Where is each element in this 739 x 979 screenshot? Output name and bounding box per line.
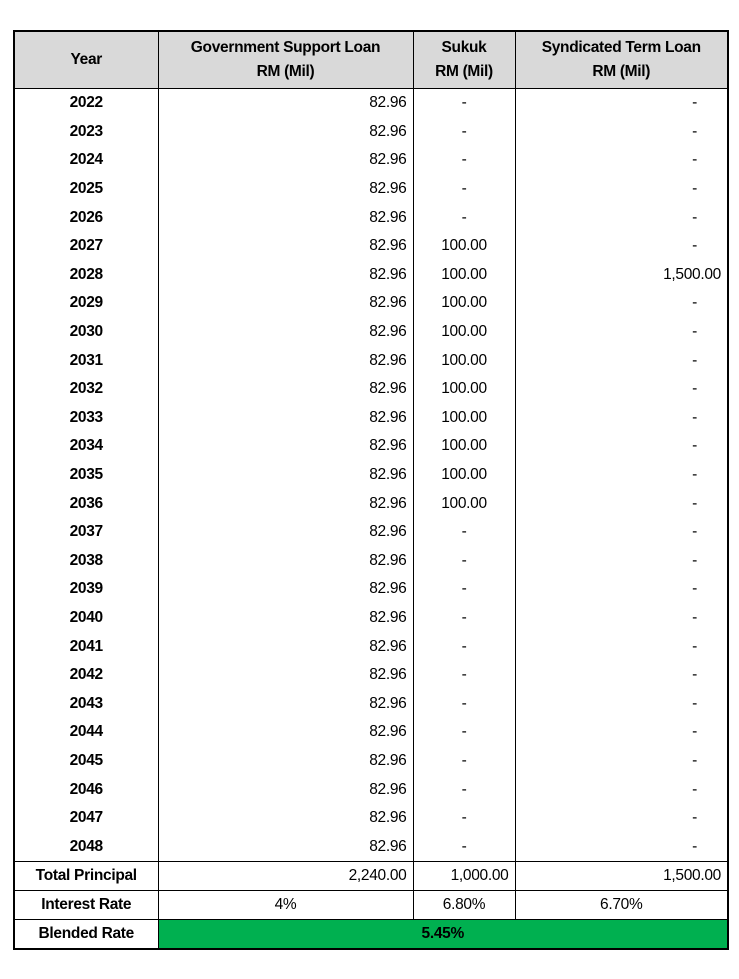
year-cell: 2042 [14, 661, 158, 690]
syndicated-cell: - [515, 604, 728, 633]
sukuk-cell: 100.00 [413, 489, 515, 518]
loan-schedule-table [13, 30, 729, 950]
year-cell: 2022 [14, 89, 158, 118]
syndicated-cell: - [515, 289, 728, 318]
table-row [14, 289, 728, 318]
gov-loan-cell: 82.96 [158, 575, 413, 604]
year-cell: 2023 [14, 118, 158, 147]
sukuk-cell: 100.00 [413, 346, 515, 375]
syndicated-cell: - [515, 375, 728, 404]
table-row [14, 604, 728, 633]
sukuk-cell: - [413, 689, 515, 718]
sukuk-cell: - [413, 146, 515, 175]
syndicated-cell: - [515, 461, 728, 490]
sukuk-cell: 100.00 [413, 318, 515, 347]
year-cell: 2043 [14, 689, 158, 718]
syndicated-cell: - [515, 804, 728, 833]
sukuk-cell: 100.00 [413, 261, 515, 290]
table-row [14, 146, 728, 175]
syndicated-cell: - [515, 318, 728, 347]
year-cell: 2027 [14, 232, 158, 261]
gov-loan-cell: 82.96 [158, 832, 413, 861]
syndicated-cell: - [515, 118, 728, 147]
table-row [14, 89, 728, 118]
year-cell: 2032 [14, 375, 158, 404]
table-row [14, 203, 728, 232]
year-cell: 2033 [14, 404, 158, 433]
table-row [14, 375, 728, 404]
syndicated-cell: - [515, 146, 728, 175]
syndicated-cell: - [515, 547, 728, 576]
gov-loan-cell: 82.96 [158, 232, 413, 261]
gov-loan-cell: 82.96 [158, 432, 413, 461]
table-row [14, 432, 728, 461]
sukuk-cell: 100.00 [413, 232, 515, 261]
header-gov-unit: RM (Mil) [256, 63, 315, 80]
gov-loan-cell: 82.96 [158, 261, 413, 290]
syndicated-cell: - [515, 346, 728, 375]
syndicated-cell: - [515, 404, 728, 433]
year-cell: 2040 [14, 604, 158, 633]
total-sukuk: 1,000.00 [413, 862, 515, 891]
sukuk-cell: 100.00 [413, 404, 515, 433]
syndicated-cell: - [515, 832, 728, 861]
total-gov: 2,240.00 [158, 862, 413, 891]
gov-loan-cell: 82.96 [158, 661, 413, 690]
syndicated-cell: - [515, 661, 728, 690]
table-row [14, 175, 728, 204]
sukuk-cell: 100.00 [413, 375, 515, 404]
table-row [14, 489, 728, 518]
table-row [14, 404, 728, 433]
gov-loan-cell: 82.96 [158, 632, 413, 661]
syndicated-cell: - [515, 718, 728, 747]
gov-loan-cell: 82.96 [158, 146, 413, 175]
interest-label: Interest Rate [14, 891, 158, 920]
total-synd: 1,500.00 [515, 862, 728, 891]
header-syndicated [515, 31, 728, 89]
syndicated-cell: - [515, 203, 728, 232]
sukuk-cell: - [413, 832, 515, 861]
gov-loan-cell: 82.96 [158, 289, 413, 318]
header-synd-unit: RM (Mil) [592, 63, 651, 80]
sukuk-cell: - [413, 89, 515, 118]
sukuk-cell: - [413, 632, 515, 661]
table-row [14, 775, 728, 804]
gov-loan-cell: 82.96 [158, 689, 413, 718]
syndicated-cell: - [515, 518, 728, 547]
year-cell: 2034 [14, 432, 158, 461]
gov-loan-cell: 82.96 [158, 118, 413, 147]
header-sukuk [413, 31, 515, 89]
total-principal-row [14, 862, 728, 891]
gov-loan-cell: 82.96 [158, 775, 413, 804]
sukuk-cell: - [413, 604, 515, 633]
sukuk-cell: - [413, 203, 515, 232]
gov-loan-cell: 82.96 [158, 404, 413, 433]
gov-loan-cell: 82.96 [158, 203, 413, 232]
syndicated-cell: - [515, 432, 728, 461]
gov-loan-cell: 82.96 [158, 489, 413, 518]
table-row [14, 261, 728, 290]
sukuk-cell: - [413, 547, 515, 576]
sukuk-cell: - [413, 747, 515, 776]
gov-loan-cell: 82.96 [158, 175, 413, 204]
syndicated-cell: - [515, 175, 728, 204]
table-row [14, 804, 728, 833]
gov-loan-cell: 82.96 [158, 804, 413, 833]
sukuk-cell: 100.00 [413, 432, 515, 461]
table-row [14, 832, 728, 861]
table-row [14, 689, 728, 718]
syndicated-cell: - [515, 747, 728, 776]
syndicated-cell: 1,500.00 [515, 261, 728, 290]
table-row [14, 718, 728, 747]
year-cell: 2030 [14, 318, 158, 347]
table-row [14, 661, 728, 690]
gov-loan-cell: 82.96 [158, 318, 413, 347]
interest-sukuk: 6.80% [413, 891, 515, 920]
table-row [14, 118, 728, 147]
blended-label: Blended Rate [14, 920, 158, 950]
year-cell: 2024 [14, 146, 158, 175]
sukuk-cell: - [413, 575, 515, 604]
table-row [14, 346, 728, 375]
syndicated-cell: - [515, 775, 728, 804]
header-year-label: Year [70, 51, 103, 68]
table-row [14, 461, 728, 490]
syndicated-cell: - [515, 89, 728, 118]
blended-rate-row [14, 920, 728, 950]
table-row [14, 575, 728, 604]
gov-loan-cell: 82.96 [158, 547, 413, 576]
table-row [14, 632, 728, 661]
header-sukuk-title: Sukuk [441, 39, 487, 56]
interest-synd: 6.70% [515, 891, 728, 920]
sukuk-cell: - [413, 175, 515, 204]
sukuk-cell: - [413, 775, 515, 804]
year-cell: 2046 [14, 775, 158, 804]
year-cell: 2038 [14, 547, 158, 576]
year-cell: 2031 [14, 346, 158, 375]
sukuk-cell: - [413, 718, 515, 747]
table-row [14, 747, 728, 776]
sukuk-cell: - [413, 661, 515, 690]
header-gov-loan [158, 31, 413, 89]
gov-loan-cell: 82.96 [158, 89, 413, 118]
interest-rate-row [14, 891, 728, 920]
gov-loan-cell: 82.96 [158, 518, 413, 547]
gov-loan-cell: 82.96 [158, 375, 413, 404]
gov-loan-cell: 82.96 [158, 747, 413, 776]
syndicated-cell: - [515, 689, 728, 718]
year-cell: 2045 [14, 747, 158, 776]
year-cell: 2037 [14, 518, 158, 547]
header-row [14, 31, 728, 89]
table-body [14, 89, 728, 862]
year-cell: 2048 [14, 832, 158, 861]
table-row [14, 518, 728, 547]
year-cell: 2039 [14, 575, 158, 604]
sukuk-cell: 100.00 [413, 461, 515, 490]
year-cell: 2035 [14, 461, 158, 490]
gov-loan-cell: 82.96 [158, 718, 413, 747]
table-row [14, 547, 728, 576]
year-cell: 2041 [14, 632, 158, 661]
header-gov-title: Government Support Loan [190, 39, 381, 56]
interest-gov: 4% [158, 891, 413, 920]
year-cell: 2029 [14, 289, 158, 318]
header-synd-title: Syndicated Term Loan [541, 39, 701, 56]
gov-loan-cell: 82.96 [158, 461, 413, 490]
header-year [14, 31, 158, 89]
total-label: Total Principal [14, 862, 158, 891]
year-cell: 2036 [14, 489, 158, 518]
syndicated-cell: - [515, 575, 728, 604]
sukuk-cell: - [413, 118, 515, 147]
sukuk-cell: 100.00 [413, 289, 515, 318]
year-cell: 2028 [14, 261, 158, 290]
syndicated-cell: - [515, 489, 728, 518]
sukuk-cell: - [413, 518, 515, 547]
year-cell: 2044 [14, 718, 158, 747]
gov-loan-cell: 82.96 [158, 604, 413, 633]
blended-value: 5.45% [158, 920, 728, 950]
gov-loan-cell: 82.96 [158, 346, 413, 375]
table-row [14, 318, 728, 347]
header-sukuk-unit: RM (Mil) [435, 63, 493, 80]
table-row [14, 232, 728, 261]
sukuk-cell: - [413, 804, 515, 833]
year-cell: 2026 [14, 203, 158, 232]
year-cell: 2047 [14, 804, 158, 833]
year-cell: 2025 [14, 175, 158, 204]
syndicated-cell: - [515, 632, 728, 661]
syndicated-cell: - [515, 232, 728, 261]
